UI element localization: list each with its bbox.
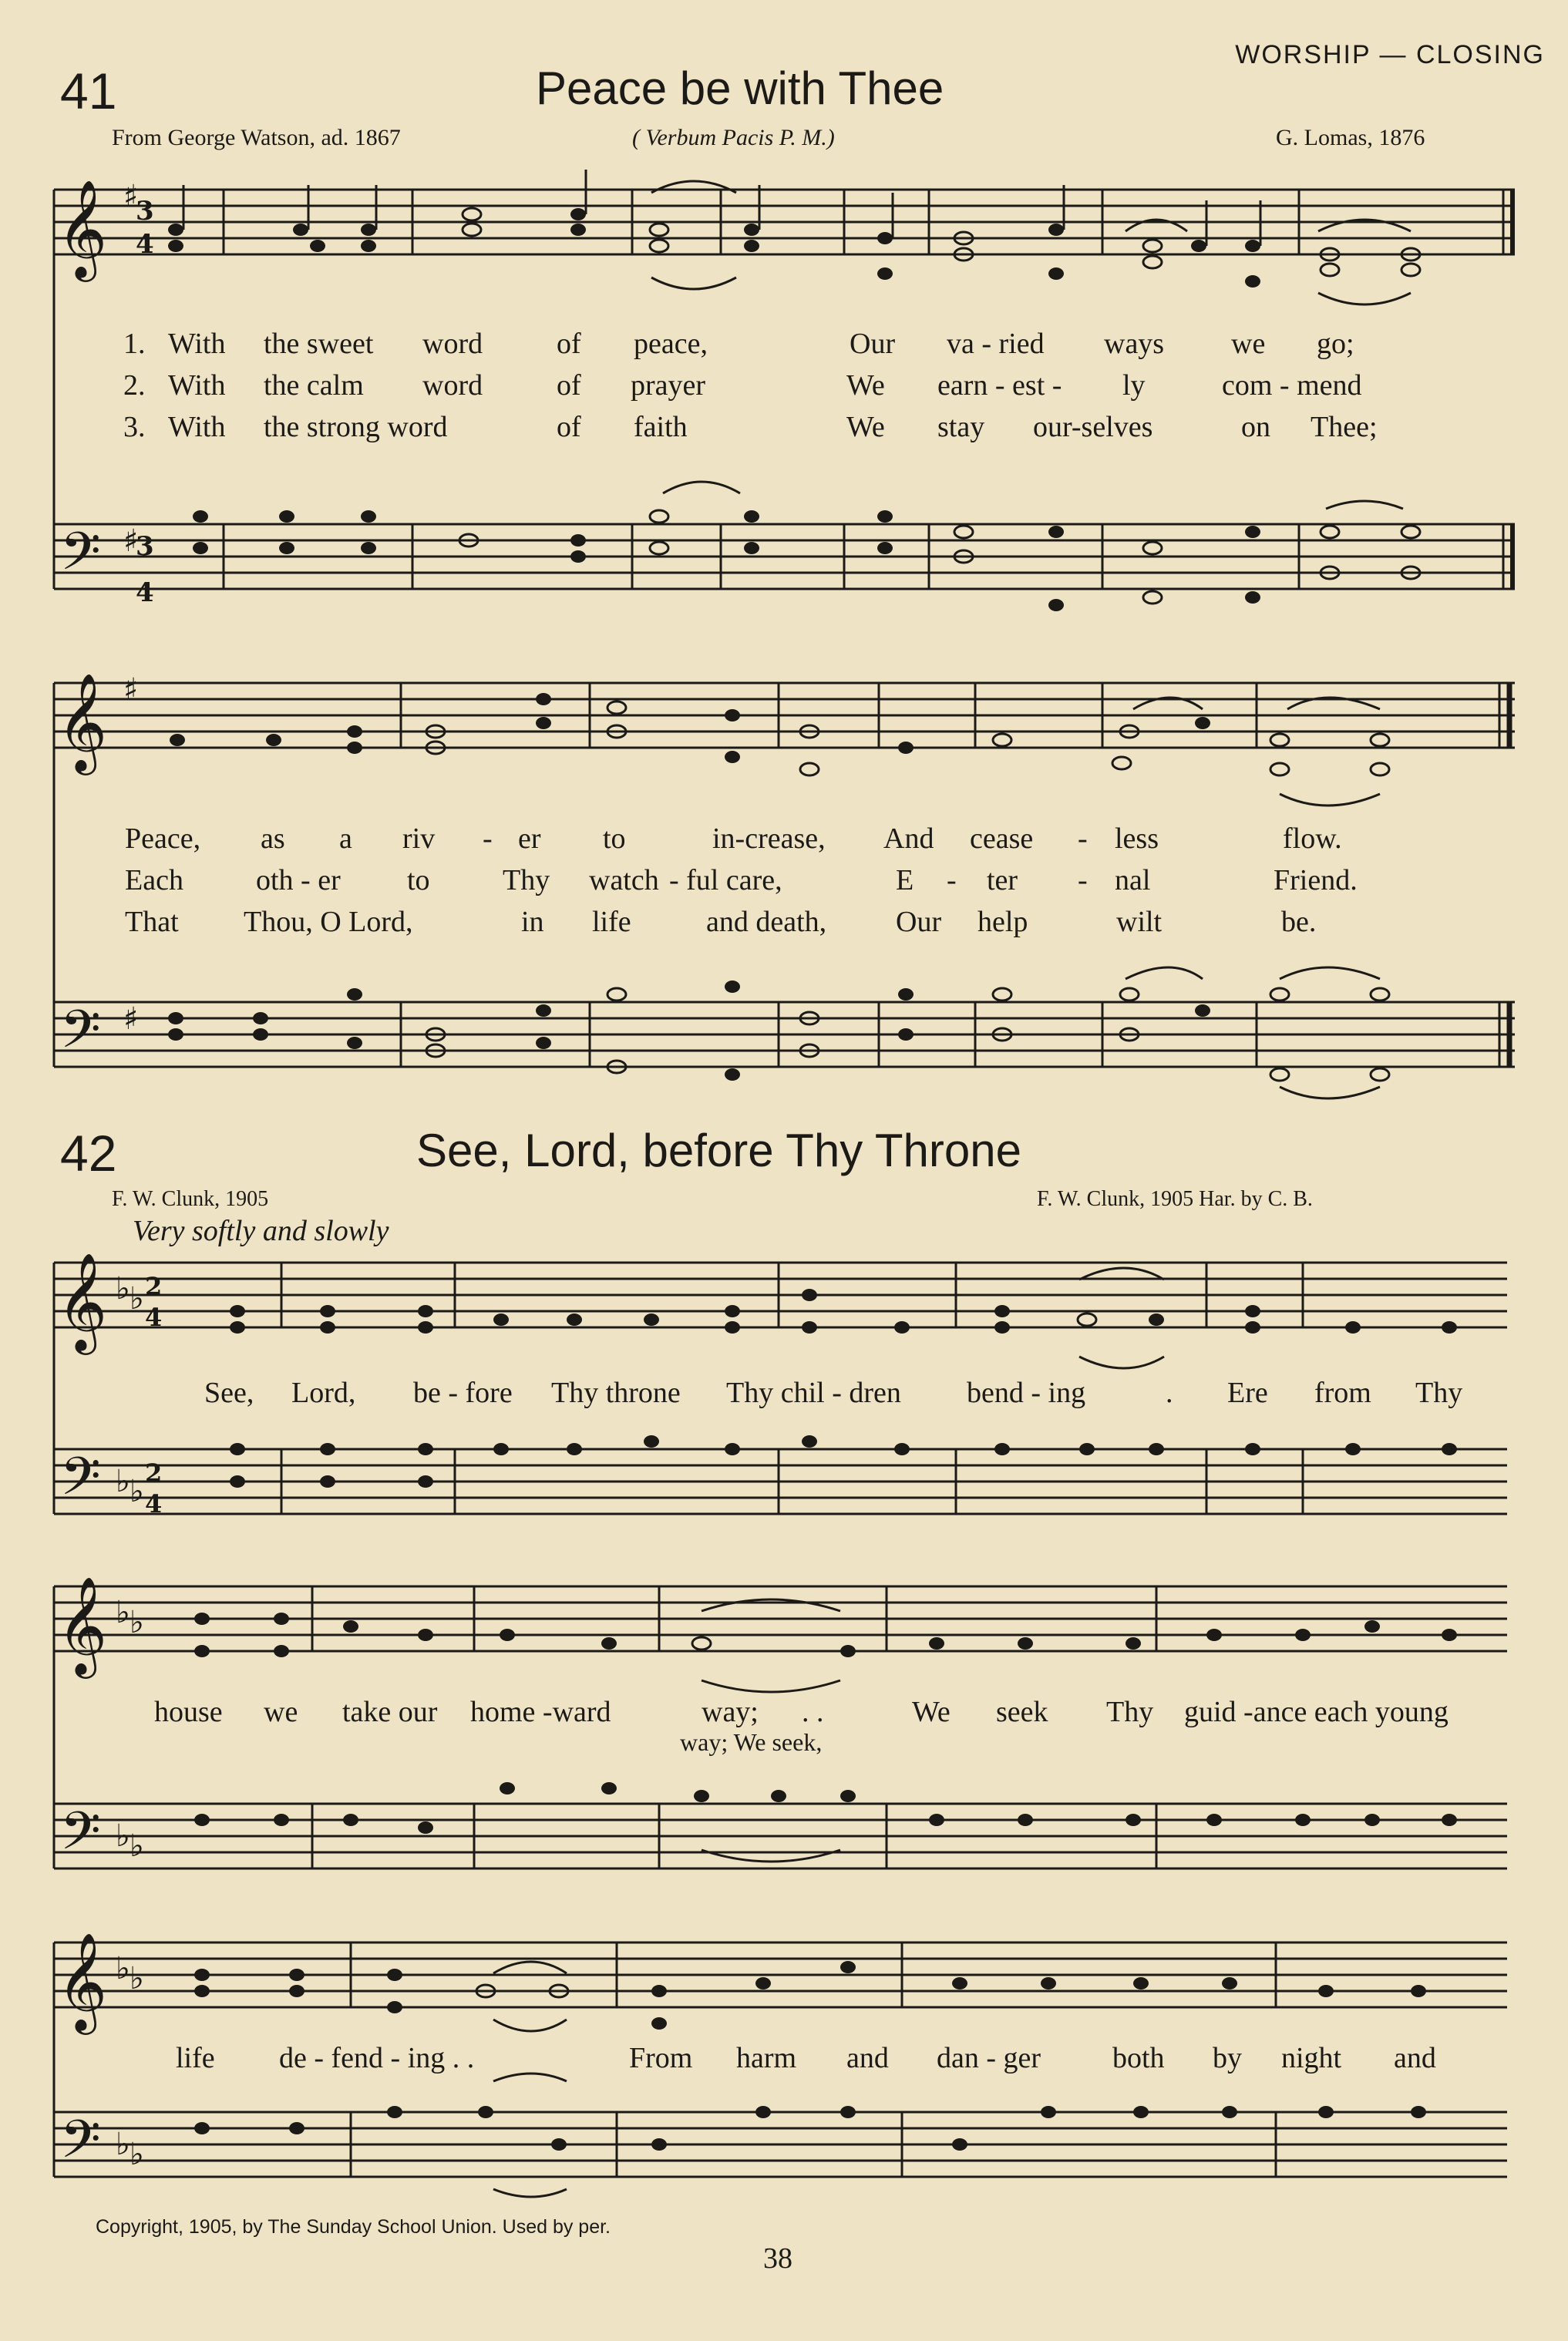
lyric-syllable: way; — [702, 1696, 759, 1728]
lyric-syllable: home -ward — [470, 1696, 611, 1728]
lyric-syllable: With — [168, 411, 226, 443]
lyric-syllable: stay — [937, 411, 985, 443]
lyric-syllable: - — [1078, 822, 1088, 855]
svg-text:♭: ♭ — [116, 1595, 130, 1630]
lyric-syllable: From — [629, 2042, 693, 2074]
lyric-syllable: faith — [634, 411, 688, 443]
hymn-number: 41 — [60, 62, 117, 119]
lyric-syllable: Thou, O Lord, — [244, 906, 413, 938]
lyric-syllable: riv — [402, 822, 436, 855]
lyric-syllable: Lord, — [291, 1377, 356, 1409]
hymn-title: Peace be with Thee — [536, 62, 944, 114]
lyric-syllable: of — [557, 411, 581, 443]
svg-text:4: 4 — [145, 1489, 163, 1519]
page-number: 38 — [763, 2242, 792, 2275]
credit-music: F. W. Clunk, 1905 Har. by C. B. — [1037, 1187, 1313, 1211]
lyric-syllable: With — [168, 369, 226, 402]
lyric-syllable: Each — [125, 864, 183, 896]
lyric-syllable: oth - er — [256, 864, 341, 896]
lyric-syllable: cease — [970, 822, 1034, 855]
svg-text:♭: ♭ — [116, 2127, 130, 2162]
lyric-syllable: Thy chil - dren — [726, 1377, 901, 1409]
lyric-syllable: ly — [1122, 369, 1146, 402]
lyric-syllable: We — [846, 411, 885, 443]
lyric-syllable: watch — [589, 864, 659, 896]
lyric-syllable: take our — [342, 1696, 438, 1728]
lyric-syllable: 3. — [123, 411, 146, 443]
credit-tune: ( Verbum Pacis P. M.) — [632, 125, 835, 150]
lyric-syllable: harm — [736, 2042, 797, 2074]
lyric-syllable: Thy — [1106, 1696, 1154, 1728]
lyric-syllable: in — [521, 906, 544, 938]
lyric-syllable: - — [947, 864, 957, 896]
svg-text:𝄢: 𝄢 — [60, 1000, 101, 1073]
lyric-syllable: a — [339, 822, 352, 855]
lyric-syllable: as — [261, 822, 285, 855]
svg-text:♭: ♭ — [130, 1828, 144, 1864]
lyric-syllable: night — [1281, 2042, 1342, 2074]
lyric-syllable: Thy — [503, 864, 550, 896]
lyric-syllable: Thy throne — [551, 1377, 681, 1409]
lyric-syllable: We — [912, 1696, 951, 1728]
lyric-syllable: and — [1394, 2042, 1436, 2074]
lyric-syllable: ter — [987, 864, 1018, 896]
hymn-title: See, Lord, before Thy Throne — [416, 1125, 1021, 1176]
lyric-syllable: to — [407, 864, 430, 896]
lyric-syllable: the sweet — [264, 328, 374, 360]
lyric-syllable: bend - ing — [967, 1377, 1086, 1409]
lyric-syllable: 2. — [123, 369, 146, 402]
svg-text:♭: ♭ — [116, 1464, 130, 1499]
lyric-syllable: . — [1166, 1377, 1173, 1409]
lyric-syllable: Our — [850, 328, 896, 360]
lyric-syllable: See, — [204, 1377, 254, 1409]
lyric-syllable: word — [422, 328, 483, 360]
lyric-syllable: Our — [896, 906, 942, 938]
lyric-syllable: life — [592, 906, 631, 938]
lyric-syllable: word — [422, 369, 483, 402]
lyric-syllable: and — [846, 2042, 889, 2074]
credit-words: From George Watson, ad. 1867 — [112, 125, 401, 150]
svg-text:3: 3 — [136, 196, 154, 227]
lyric-syllable: both — [1112, 2042, 1165, 2074]
lyric-syllable: Thy — [1415, 1377, 1463, 1409]
lyric-syllable: E — [896, 864, 914, 896]
lyric-syllable: our-selves — [1033, 411, 1153, 443]
lyric-syllable: the strong word — [264, 411, 448, 443]
lyric-alt-line: way; We seek, — [680, 1728, 823, 1756]
svg-text:♭: ♭ — [116, 1271, 130, 1307]
lyric-syllable: help — [977, 906, 1028, 938]
svg-text:4: 4 — [136, 577, 154, 608]
svg-text:𝄞: 𝄞 — [57, 672, 108, 771]
svg-text:♭: ♭ — [130, 1474, 144, 1509]
lyric-syllable: Friend. — [1274, 864, 1358, 896]
lyric-syllable: from — [1314, 1377, 1371, 1409]
lyric-syllable: on — [1241, 411, 1270, 443]
lyric-syllable: We — [846, 369, 885, 402]
lyric-syllable: That — [125, 906, 179, 938]
lyric-syllable: de - fend - ing . . — [279, 2042, 475, 2074]
lyric-syllable: 1. — [123, 328, 146, 360]
lyric-syllable: dan - ger — [937, 2042, 1041, 2074]
svg-text:3: 3 — [136, 531, 154, 562]
svg-text:4: 4 — [136, 229, 154, 260]
lyric-syllable: go; — [1317, 328, 1354, 360]
section-header: WORSHIP — CLOSING — [1235, 40, 1545, 69]
svg-text:2: 2 — [145, 1458, 163, 1488]
lyric-syllable: peace, — [634, 328, 708, 360]
svg-text:𝄢: 𝄢 — [60, 2110, 101, 2183]
lyric-syllable: life — [176, 2042, 215, 2074]
lyric-syllable: - — [1078, 864, 1088, 896]
lyric-syllable: With — [168, 328, 226, 360]
svg-text:𝄞: 𝄞 — [57, 1252, 108, 1350]
lyric-syllable: seek — [996, 1696, 1048, 1728]
svg-text:𝄞: 𝄞 — [57, 179, 108, 277]
svg-text:2: 2 — [145, 1272, 163, 1301]
lyric-syllable: - — [483, 822, 493, 855]
lyric-syllable: ways — [1104, 328, 1165, 360]
lyric-syllable: we — [264, 1696, 298, 1728]
lyric-syllable: And — [883, 822, 934, 855]
lyric-syllable: guid -ance each young — [1184, 1696, 1449, 1728]
svg-text:♯: ♯ — [123, 672, 139, 708]
svg-text:𝄞: 𝄞 — [57, 1932, 108, 2030]
copyright-notice: Copyright, 1905, by The Sunday School Union. Used by per. — [96, 2216, 611, 2238]
svg-text:4: 4 — [145, 1303, 163, 1332]
lyric-syllable: earn - est - — [937, 369, 1062, 402]
svg-text:𝄢: 𝄢 — [60, 522, 101, 595]
svg-text:♯: ♯ — [123, 1001, 139, 1037]
svg-text:♭: ♭ — [116, 1951, 130, 1986]
svg-text:♯: ♯ — [123, 179, 139, 214]
svg-text:♭: ♭ — [130, 1961, 144, 1996]
svg-text:𝄞: 𝄞 — [57, 1576, 108, 1674]
lyric-syllable: wilt — [1116, 906, 1163, 938]
lyric-syllable: er — [518, 822, 541, 855]
lyric-syllable: com - mend — [1222, 369, 1362, 402]
lyric-syllable: flow. — [1283, 822, 1342, 855]
hymn-number: 42 — [60, 1125, 117, 1182]
lyric-syllable: Ere — [1227, 1377, 1268, 1409]
svg-text:♭: ♭ — [130, 2137, 144, 2172]
svg-text:♭: ♭ — [130, 1605, 144, 1640]
lyric-syllable: - ful care, — [669, 864, 782, 896]
lyric-syllable: house — [154, 1696, 223, 1728]
tempo-marking: Very softly and slowly — [133, 1215, 389, 1247]
lyric-syllable: Peace, — [125, 822, 201, 855]
lyric-syllable: be. — [1281, 906, 1317, 938]
lyric-syllable: of — [557, 328, 581, 360]
credit-words: F. W. Clunk, 1905 — [112, 1187, 269, 1211]
lyric-syllable: va - ried — [947, 328, 1045, 360]
lyric-syllable: the calm — [264, 369, 364, 402]
lyric-syllable: nal — [1115, 864, 1151, 896]
lyric-syllable: and death, — [706, 906, 827, 938]
credit-music: G. Lomas, 1876 — [1276, 125, 1425, 150]
lyric-syllable: . . — [802, 1696, 824, 1728]
lyric-syllable: of — [557, 369, 581, 402]
svg-text:♭: ♭ — [116, 1818, 130, 1854]
lyric-syllable: in-crease, — [712, 822, 826, 855]
svg-text:𝄢: 𝄢 — [60, 1447, 101, 1520]
svg-text:♭: ♭ — [130, 1281, 144, 1317]
lyric-syllable: by — [1213, 2042, 1242, 2074]
lyric-syllable: Thee; — [1311, 411, 1378, 443]
svg-text:𝄢: 𝄢 — [60, 1801, 101, 1875]
lyric-syllable: we — [1231, 328, 1266, 360]
lyric-syllable: prayer — [631, 369, 706, 402]
lyric-syllable: less — [1115, 822, 1159, 855]
lyric-syllable: be - fore — [413, 1377, 513, 1409]
svg-text:♯: ♯ — [123, 523, 139, 559]
lyric-syllable: to — [603, 822, 626, 855]
